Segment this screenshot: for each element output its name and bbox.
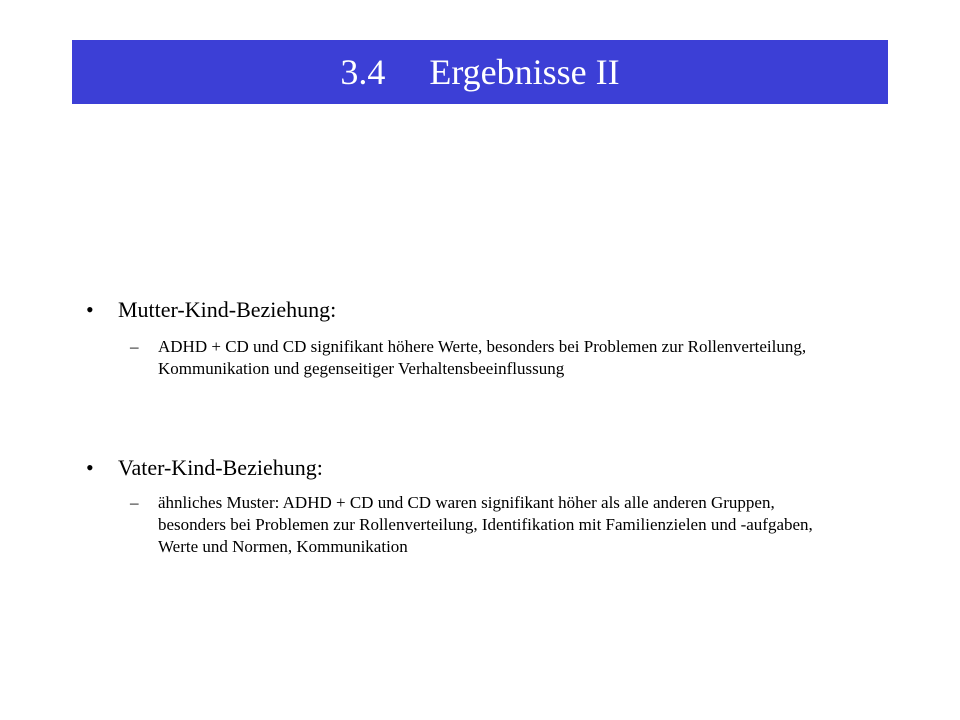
bullet-heading: Mutter-Kind-Beziehung: (118, 297, 337, 322)
sub-item-mutter (130, 336, 830, 380)
slide-title-text: Ergebnisse II (429, 52, 620, 92)
bullet-item-mutter (86, 296, 336, 324)
slide-title-bar (72, 40, 888, 104)
bullet-heading: Vater-Kind-Beziehung: (118, 455, 323, 480)
sub-item-vater (130, 492, 830, 558)
bullet-item-vater (86, 454, 323, 482)
bullet-icon: • (86, 297, 94, 322)
sub-item-text: ADHD + CD und CD signifikant höhere Werte, besonders bei Problemen zur Rollenverteilung, Kommunikation und gegenseitiger Verhaltensbeeinflussung (158, 337, 807, 378)
bullet-icon: • (86, 455, 94, 480)
dash-icon: – (130, 337, 139, 356)
slide-title-number: 3.4 (340, 52, 386, 92)
dash-icon: – (130, 493, 139, 512)
sub-item-text: ähnliches Muster: ADHD + CD und CD waren signifikant höher als alle anderen Gruppen, besonders bei Problemen zur Rollenverteilung, Identifikation mit Familienzielen und -aufgaben, Werte und Normen, Kommunikation (158, 493, 813, 556)
